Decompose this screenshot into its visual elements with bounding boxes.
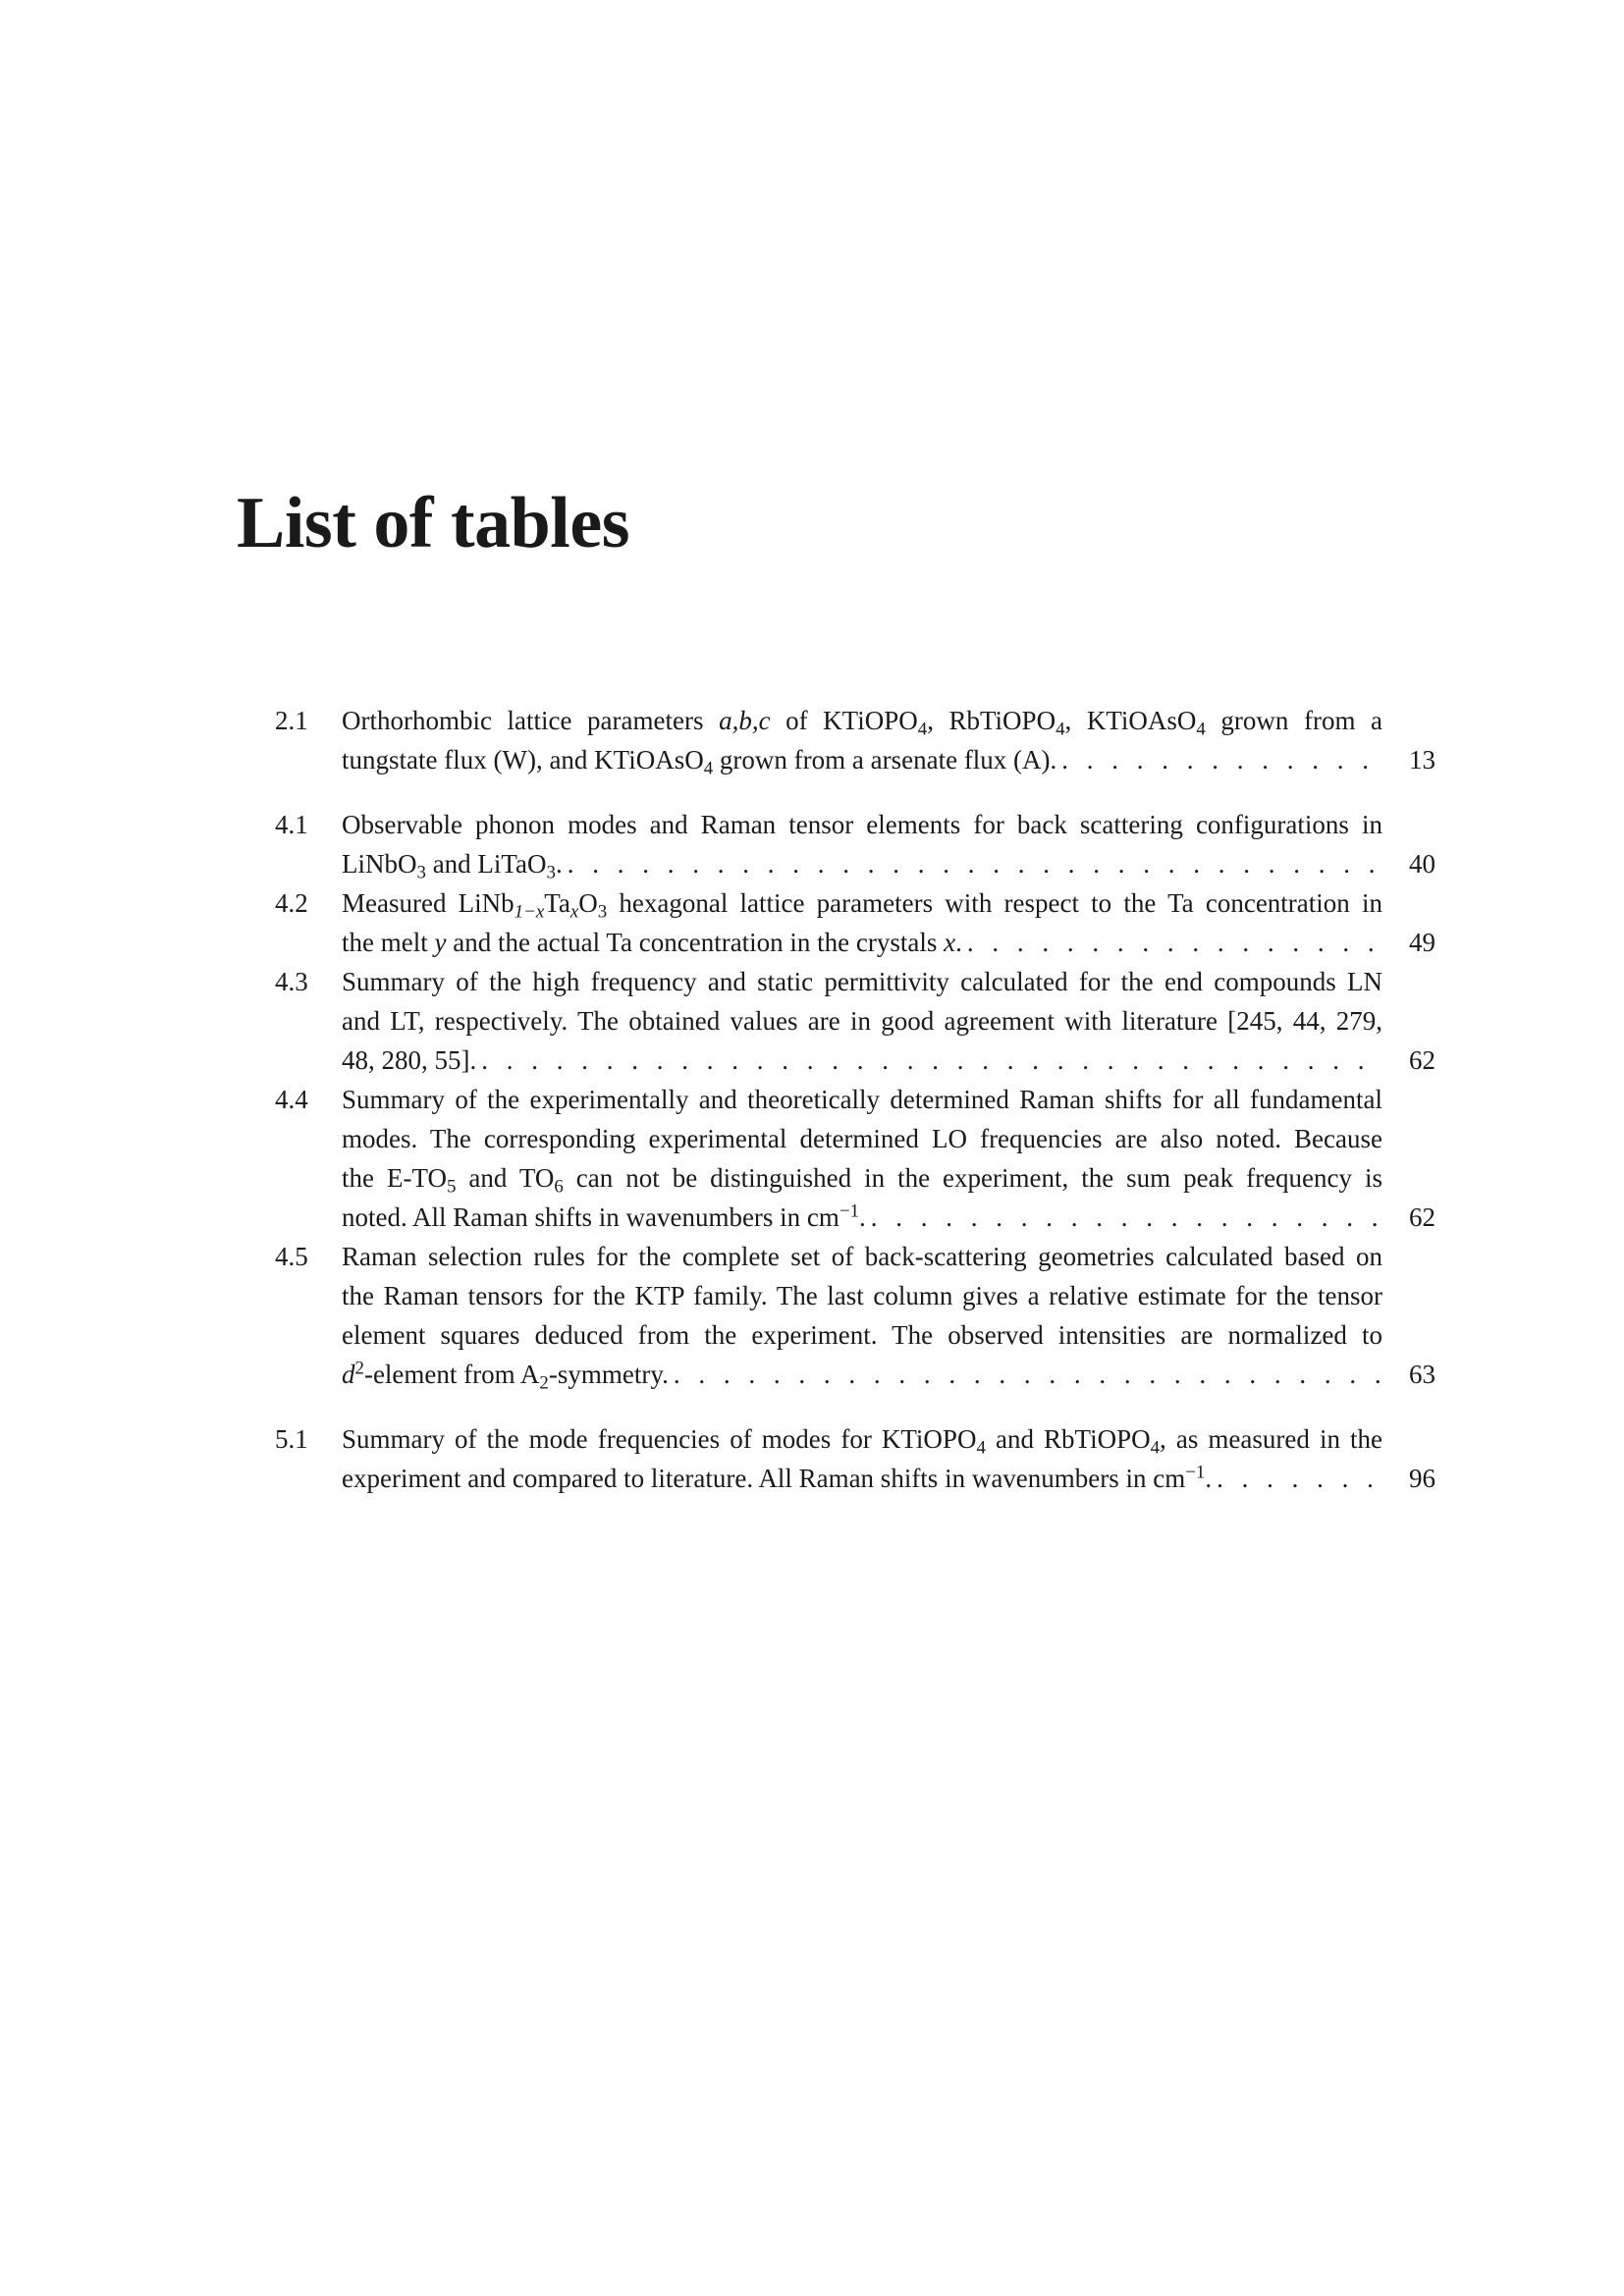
chapter-2-group — [275, 701, 1435, 779]
caption-line: Summary of the high frequency and static permittivity calculated for the end compounds LN — [342, 967, 1382, 996]
entry-caption — [342, 1419, 1435, 1498]
page-number[interactable]: 13 — [1409, 745, 1435, 774]
page-number[interactable]: 49 — [1409, 928, 1435, 957]
dot-leader — [568, 844, 1382, 883]
caption-last-line: 48, 280, 55]. . . . 62 — [342, 1041, 1435, 1080]
toc-entry-4-3[interactable] — [275, 962, 1435, 1080]
caption-last-line: the melt y and the actual Ta concentration in the crystals x. . . . 49 — [342, 923, 1435, 962]
caption-last-line: $d^2$-element from $A_2$-symmetry. . . . 63 — [342, 1355, 1435, 1394]
dot-leader — [871, 1198, 1382, 1237]
page-title: List of tables — [237, 483, 629, 563]
caption-line: modes. The corresponding experimental determined LO frequencies are also noted. Because — [342, 1124, 1382, 1153]
entry-number: 5.1 — [275, 1424, 308, 1454]
page-number[interactable]: 62 — [1409, 1045, 1435, 1075]
entry-number: 4.2 — [275, 888, 308, 918]
entry-caption — [342, 1080, 1435, 1237]
toc-entry-4-2[interactable] — [275, 883, 1435, 962]
toc-entry-4-1[interactable] — [275, 805, 1435, 883]
caption-line: and LT, respectively. The obtained values are in good agreement with literature [245, 44, 279, — [342, 1006, 1382, 1036]
caption-last-line: LiNbO$_3$ and LiTaO$_3$. . . . 40 — [342, 844, 1435, 883]
chapter-5-group — [275, 1419, 1435, 1498]
toc-entry-4-4[interactable] — [275, 1080, 1435, 1237]
entry-caption — [342, 805, 1435, 883]
caption-line: Summary of the experimentally and theoretically determined Raman shifts for all fundamental — [342, 1085, 1382, 1114]
caption-last-line: experiment and compared to literature. All Raman shifts in wavenumbers in $cm^{-1}$. . . . 96 — [342, 1459, 1435, 1498]
dot-leader — [674, 1355, 1382, 1394]
toc-entry-4-5[interactable] — [275, 1237, 1435, 1394]
entry-caption — [342, 1237, 1435, 1394]
caption-line: Raman selection rules for the complete set of back-scattering geometries calculated based on — [342, 1242, 1382, 1271]
dot-leader — [481, 1041, 1382, 1080]
entry-number: 4.3 — [275, 967, 308, 996]
toc-entry-2-1[interactable] — [275, 701, 1435, 779]
caption-line: Measured $LiNb_{1-x}Ta_xO_3$ hexagonal lattice parameters with respect to the Ta concentration in — [342, 888, 1382, 923]
caption-line: Orthorhombic lattice parameters a,b,c of KTiOPO$_4$, RbTiOPO$_4$, KTiOAsO$_4$ grown from a — [342, 706, 1383, 740]
page-number[interactable]: 40 — [1409, 849, 1435, 879]
caption-line: the $E-TO_5$ and $TO_6$ can not be distinguished in the experiment, the sum peak frequency is — [342, 1163, 1383, 1198]
entry-caption — [342, 962, 1435, 1080]
caption-line: Summary of the mode frequencies of modes for KTiOPO$_4$ and RbTiOPO$_4$, as measured in the — [342, 1424, 1382, 1459]
toc-entry-5-1[interactable] — [275, 1419, 1435, 1498]
caption-line: Observable phonon modes and Raman tensor elements for back scattering configurations in — [342, 810, 1382, 839]
entry-number: 4.1 — [275, 810, 308, 839]
caption-last-line: tungstate flux (W), and KTiOAsO$_4$ grown from a arsenate flux (A). . . . 13 — [342, 740, 1435, 779]
caption-last-line: noted. All Raman shifts in wavenumbers in $cm^{-1}$. . . . 62 — [342, 1198, 1435, 1237]
page-number[interactable]: 62 — [1409, 1202, 1435, 1232]
entry-number: 4.4 — [275, 1085, 308, 1114]
dot-leader — [967, 923, 1382, 962]
entry-caption — [342, 883, 1435, 962]
page-number[interactable]: 63 — [1409, 1360, 1435, 1389]
list-of-tables — [275, 701, 1435, 1523]
dot-leader — [1217, 1459, 1382, 1498]
chapter-4-group — [275, 805, 1435, 1394]
caption-line: the Raman tensors for the KTP family. The last column gives a relative estimate for the tensor — [342, 1281, 1382, 1310]
entry-number: 2.1 — [275, 706, 308, 735]
dot-leader — [1061, 740, 1382, 779]
caption-line: element squares deduced from the experiment. The observed intensities are normalized to — [342, 1320, 1382, 1350]
entry-caption — [342, 701, 1435, 779]
entry-number: 4.5 — [275, 1242, 308, 1271]
page-number[interactable]: 96 — [1409, 1464, 1435, 1493]
